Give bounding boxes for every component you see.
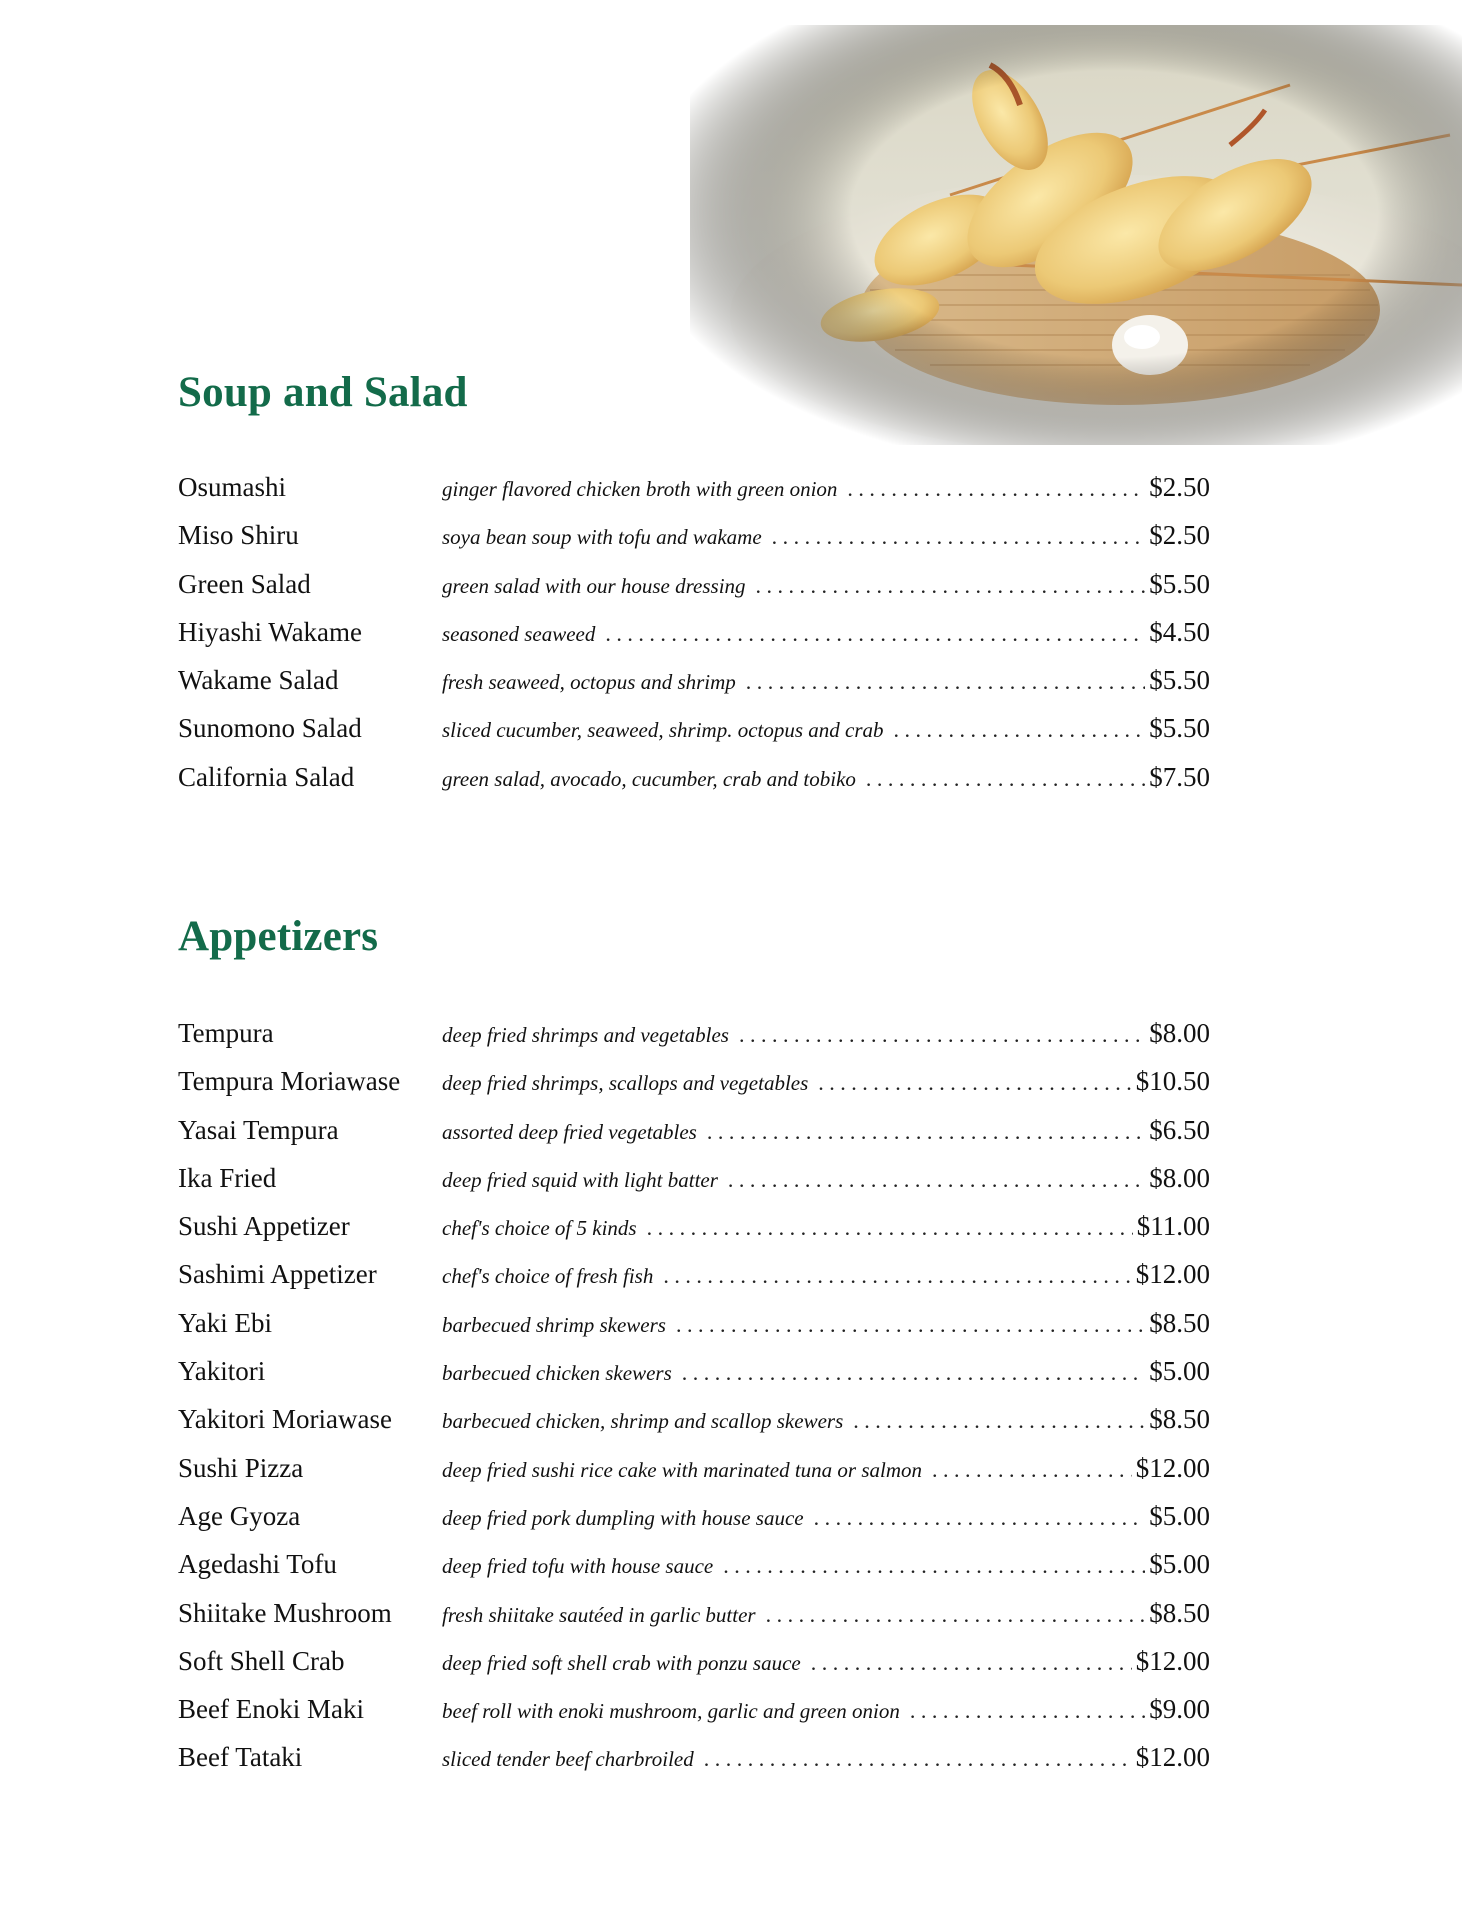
item-name: Hiyashi Wakame [178,616,363,647]
item-price: $4.50 [1149,616,1210,647]
tempura-photo [690,25,1462,445]
item-description: fresh seaweed, octopus and shrimp [442,670,736,695]
item-description: deep fried tofu with house sauce [442,1554,714,1579]
dot-leader [894,719,1146,741]
item-price: $8.00 [1149,1162,1210,1193]
item-name: Green Salad [178,568,311,599]
dot-leader [756,575,1146,597]
menu-item [178,1549,1210,1597]
item-price: $12.00 [1135,1645,1210,1676]
item-name: Sushi Appetizer [178,1211,350,1242]
dot-leader [853,1410,1145,1432]
soup-salad-menu-list [178,472,1210,810]
item-description: deep fried soft shell crab with ponzu sauce [442,1650,801,1675]
menu-item [178,1018,1210,1066]
dot-leader [728,1169,1145,1191]
menu-item [178,1115,1210,1163]
item-name: Osumashi [178,472,286,502]
item-name: Sunomono Salad [178,713,362,744]
dot-leader [663,1265,1131,1287]
item-price: $11.00 [1136,1211,1210,1242]
menu-item [178,520,1210,568]
dot-leader [682,1362,1146,1384]
menu-item [178,472,1210,520]
item-price: $8.50 [1149,1404,1210,1435]
dot-leader [811,1652,1132,1674]
menu-item [178,1598,1210,1646]
section-title-soup-and-salad: Soup and Salad [178,369,468,416]
menu-item [178,617,1210,665]
item-price: $8.50 [1149,1307,1210,1338]
item-price: $5.00 [1149,1356,1210,1387]
item-price: $6.50 [1149,1114,1210,1145]
item-description: fresh shiitake sautéed in garlic butter [442,1602,756,1627]
menu-item [178,1694,1210,1742]
item-price: $8.50 [1149,1597,1210,1628]
menu-item [178,1356,1210,1404]
item-name: Beef Enoki Maki [178,1694,364,1725]
item-price: $2.50 [1149,472,1210,502]
dot-leader [647,1217,1133,1239]
menu-item [178,1742,1210,1790]
item-description: barbecued chicken skewers [442,1361,672,1386]
section-title-appetizers: Appetizers [178,913,379,960]
item-name: Yasai Tempura [178,1114,339,1145]
menu-item [178,1501,1210,1549]
dot-leader [772,526,1146,548]
dot-leader [910,1700,1145,1722]
item-description: chef's choice of fresh fish [442,1264,654,1289]
item-description: green salad with our house dressing [442,573,746,598]
item-name: California Salad [178,761,355,792]
item-name: Wakame Salad [178,665,339,696]
item-description: barbecued chicken, shrimp and scallop skewers [442,1409,844,1434]
item-name: Miso Shiru [178,520,299,551]
item-price: $5.00 [1149,1549,1210,1580]
item-price: $2.50 [1149,520,1210,551]
item-description: chef's choice of 5 kinds [442,1216,637,1241]
item-name: Soft Shell Crab [178,1645,345,1676]
item-name: Tempura [178,1018,274,1048]
item-price: $5.00 [1149,1500,1210,1531]
item-name: Yakitori [178,1356,266,1387]
item-description: sliced cucumber, seaweed, shrimp. octopus and crab [442,718,884,743]
dot-leader [746,671,1145,693]
item-description: deep fried sushi rice cake with marinated tuna or salmon [442,1457,923,1482]
item-name: Shiitake Mushroom [178,1597,392,1628]
item-price: $10.50 [1135,1066,1210,1097]
item-price: $5.50 [1149,713,1210,744]
item-price: $9.00 [1149,1694,1210,1725]
dot-leader [766,1604,1146,1626]
dot-leader [704,1748,1132,1770]
item-description: deep fried squid with light batter [442,1167,718,1192]
dot-leader [818,1072,1131,1094]
item-name: Tempura Moriawase [178,1066,401,1097]
dot-leader [814,1507,1146,1529]
menu-item [178,713,1210,761]
item-description: deep fried shrimps and vegetables [442,1023,729,1047]
item-name: Yaki Ebi [178,1307,273,1338]
item-price: $5.50 [1149,568,1210,599]
dot-leader [707,1121,1145,1143]
menu-item [178,1163,1210,1211]
item-price: $5.50 [1149,665,1210,696]
dot-leader [739,1024,1145,1046]
dot-leader [847,478,1145,500]
item-description: assorted deep fried vegetables [442,1119,697,1144]
item-description: barbecued shrimp skewers [442,1312,666,1337]
menu-item [178,665,1210,713]
item-name: Sashimi Appetizer [178,1259,377,1290]
item-description: sliced tender beef charbroiled [442,1747,694,1772]
item-price: $7.50 [1149,761,1210,792]
item-name: Age Gyoza [178,1500,301,1531]
dot-leader [605,623,1145,645]
item-description: seasoned seaweed [442,621,596,646]
menu-item [178,762,1210,810]
dot-leader [932,1459,1132,1481]
item-description: soya bean soup with tofu and wakame [442,525,762,550]
menu-item [178,1646,1210,1694]
menu-item [178,1066,1210,1114]
menu-item [178,1308,1210,1356]
item-description: deep fried pork dumpling with house sauce [442,1505,804,1530]
item-price: $8.00 [1149,1018,1210,1048]
menu-item [178,569,1210,617]
item-name: Agedashi Tofu [178,1549,337,1580]
item-description: ginger flavored chicken broth with green onion [442,477,838,501]
item-name: Sushi Pizza [178,1452,304,1483]
item-description: green salad, avocado, cucumber, crab and tobiko [442,766,856,791]
appetizers-menu-list [178,1018,1210,1791]
menu-item [178,1211,1210,1259]
item-name: Yakitori Moriawase [178,1404,392,1435]
item-price: $12.00 [1135,1259,1210,1290]
menu-item [178,1453,1210,1501]
dot-leader [723,1555,1145,1577]
item-price: $12.00 [1135,1452,1210,1483]
dot-leader [676,1314,1145,1336]
menu-item [178,1259,1210,1307]
dot-leader [866,768,1145,790]
item-name: Beef Tataki [178,1742,303,1773]
item-description: deep fried shrimps, scallops and vegetables [442,1071,809,1096]
menu-item [178,1404,1210,1452]
item-description: beef roll with enoki mushroom, garlic and green onion [442,1699,900,1724]
item-name: Ika Fried [178,1162,277,1193]
item-price: $12.00 [1135,1742,1210,1773]
